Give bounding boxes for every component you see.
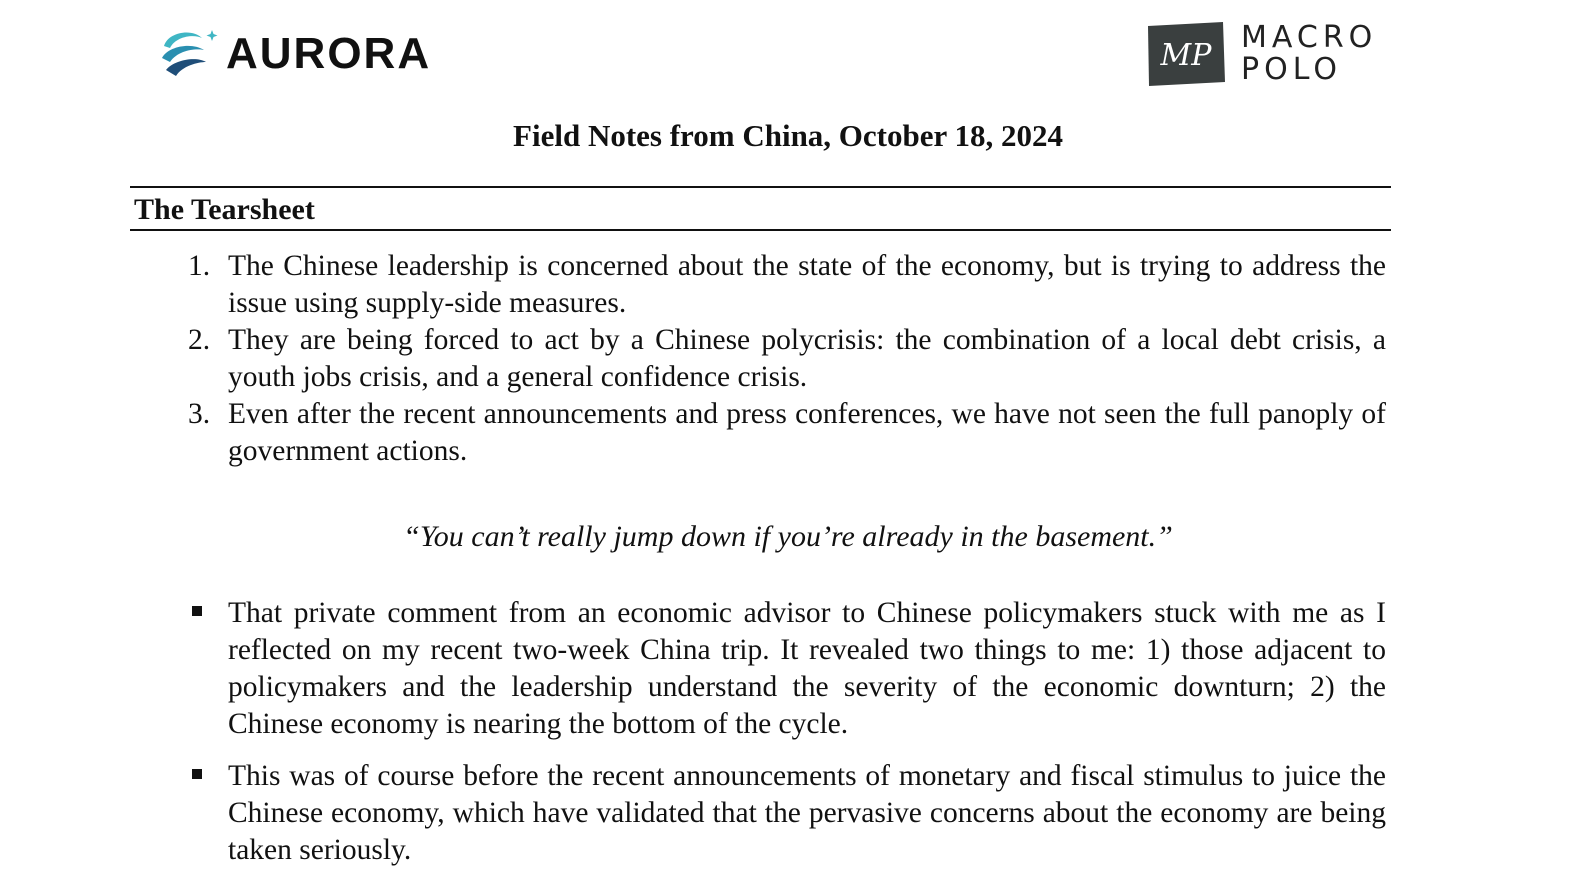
numbered-list-item bbox=[188, 396, 1386, 470]
document-title: Field Notes from China, October 18, 2024 bbox=[513, 118, 1063, 153]
list-number: 3. bbox=[188, 398, 211, 430]
numbered-list-item bbox=[188, 248, 1386, 322]
list-number: 1. bbox=[188, 250, 211, 282]
numbered-list-item bbox=[188, 322, 1386, 396]
section-heading: The Tearsheet bbox=[130, 186, 1391, 231]
pull-quote: “You can’t really jump down if you’re already in the basement.” bbox=[403, 520, 1173, 553]
macropolo-word-macro: MACRO bbox=[1241, 20, 1378, 55]
list-item-text: The Chinese leadership is concerned about the state of the economy, but is trying to address the issue using supply-side measures. bbox=[228, 250, 1386, 319]
aurora-wordmark: AURORA bbox=[226, 29, 432, 78]
list-item-text: They are being forced to act by a Chinese polycrisis: the combination of a local debt crisis, a youth jobs crisis, and a general confidence crisis. bbox=[228, 324, 1386, 393]
bullet-item-text: That private comment from an economic advisor to Chinese policymakers stuck with me as I reflected on my recent two-week China trip. It revealed two things to me: 1) those adjacent to policymakers and the leadership understand the severity of the economic downturn; 2) the Chinese economy is nearing the bottom of the cycle. bbox=[228, 597, 1386, 740]
aurora-swirl-logo-icon bbox=[158, 26, 220, 82]
macropolo-mark-icon bbox=[1145, 20, 1227, 88]
macropolo-word-polo: POLO bbox=[1241, 52, 1342, 87]
list-number: 2. bbox=[188, 324, 211, 356]
macropolo-logo bbox=[1145, 20, 1377, 88]
square-bullet-icon bbox=[192, 606, 202, 616]
list-item-text: Even after the recent announcements and press conferences, we have not seen the full panoply of government actions. bbox=[228, 398, 1386, 467]
macropolo-mark-text: MP bbox=[1160, 38, 1212, 73]
bullet-list-item bbox=[228, 595, 1386, 743]
bullet-list bbox=[228, 595, 1386, 884]
numbered-list bbox=[188, 248, 1386, 470]
aurora-logo bbox=[158, 26, 431, 82]
bullet-list-item bbox=[228, 758, 1386, 869]
square-bullet-icon bbox=[192, 769, 202, 779]
bullet-item-text: This was of course before the recent announcements of monetary and fiscal stimulus to juice the Chinese economy, which have validated that the pervasive concerns about the economy are being taken seriously. bbox=[228, 760, 1386, 866]
